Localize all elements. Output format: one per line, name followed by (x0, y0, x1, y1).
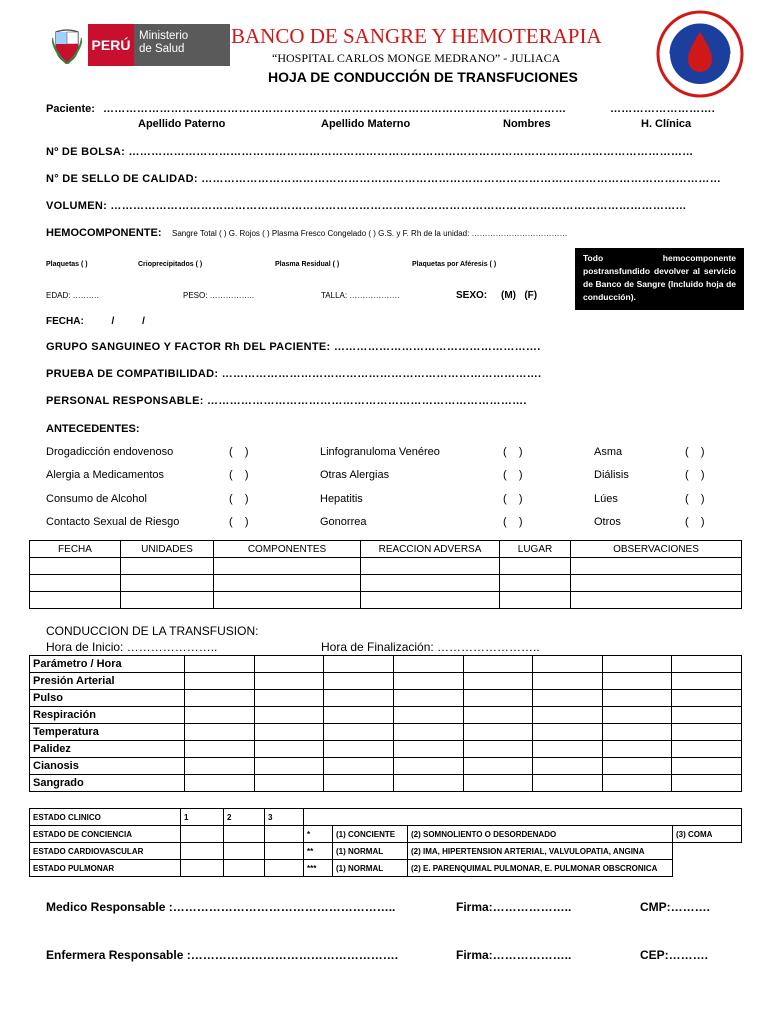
table-cell[interactable] (185, 690, 255, 707)
table-cell[interactable] (393, 690, 463, 707)
blood-bank-badge-icon (656, 10, 744, 98)
bag-number-field[interactable]: Nº DE BOLSA: …………………………………………………………………………………………………………………………………… (46, 146, 694, 158)
antecedent-item: Otras Alergias (320, 469, 390, 481)
table-row (30, 575, 742, 592)
row-label: Temperatura (30, 724, 185, 741)
table-cell[interactable] (571, 592, 742, 609)
table-cell[interactable] (602, 656, 672, 673)
table-cell[interactable] (30, 592, 121, 609)
antecedent-item: Otros (594, 516, 621, 528)
table-cell[interactable] (463, 741, 533, 758)
antecedent-checkbox[interactable]: ( ) (685, 516, 705, 528)
col-header: LUGAR (500, 541, 571, 558)
age-field[interactable]: EDAD: ………. (46, 291, 99, 300)
table-cell[interactable] (214, 575, 361, 592)
transfusion-history-table (29, 540, 742, 609)
table-cell[interactable] (254, 673, 324, 690)
col-header: OBSERVACIONES (571, 541, 742, 558)
row-label: Sangrado (30, 775, 185, 792)
doctor-signature-field[interactable]: Firma:……………….. (456, 900, 572, 914)
table-cell[interactable] (393, 656, 463, 673)
responsible-staff-field[interactable]: PERSONAL RESPONSABLE: …………………………………………………………………………. (46, 395, 527, 407)
antecedent-checkbox[interactable]: ( ) (503, 446, 523, 458)
table-cell[interactable] (185, 656, 255, 673)
state-option: (1) NORMAL (333, 843, 408, 860)
row-label: Cianosis (30, 758, 185, 775)
table-cell[interactable] (500, 575, 571, 592)
empty-cell (673, 843, 742, 860)
table-cell[interactable] (265, 826, 304, 843)
sub-label-paterno: Apellido Paterno (138, 118, 226, 130)
table-cell[interactable] (324, 673, 394, 690)
table-row (30, 690, 742, 707)
table-cell[interactable] (224, 860, 265, 877)
start-time-field[interactable]: Hora de Inicio: ………………….. (46, 640, 218, 654)
table-cell[interactable] (224, 843, 265, 860)
table-cell[interactable] (533, 690, 603, 707)
table-row (30, 826, 742, 843)
table-cell[interactable] (602, 741, 672, 758)
table-cell[interactable] (463, 673, 533, 690)
col-header: UNIDADES (121, 541, 214, 558)
table-cell[interactable] (185, 741, 255, 758)
table-cell[interactable] (254, 724, 324, 741)
table-cell[interactable] (571, 558, 742, 575)
table-row (30, 809, 742, 826)
bank-title: BANCO DE SANGRE Y HEMOTERAPIA (231, 24, 602, 48)
state-label: ESTADO PULMONAR (30, 860, 181, 877)
table-row (30, 724, 742, 741)
antecedent-item: Contacto Sexual de Riesgo (46, 516, 180, 528)
state-option: (2) E. PARENQUIMAL PULMONAR, E. PULMONAR OBSCRONICA (408, 860, 673, 877)
antecedent-checkbox[interactable]: ( ) (503, 469, 523, 481)
row-label: Respiración (30, 707, 185, 724)
weight-field[interactable]: PESO: …………….. (183, 291, 255, 300)
cmp-field[interactable]: CMP:………. (640, 900, 710, 914)
table-cell[interactable] (393, 707, 463, 724)
table-cell[interactable] (602, 724, 672, 741)
table-cell[interactable] (393, 775, 463, 792)
table-cell[interactable] (672, 707, 742, 724)
table-cell[interactable] (672, 724, 742, 741)
table-cell[interactable] (602, 758, 672, 775)
peru-coat-of-arms-icon (52, 28, 82, 64)
table-cell[interactable] (121, 575, 214, 592)
state-option: (1) NORMAL (333, 860, 408, 877)
table-cell[interactable] (361, 592, 500, 609)
table-cell[interactable] (181, 826, 224, 843)
table-cell[interactable] (185, 707, 255, 724)
table-cell[interactable] (672, 673, 742, 690)
table-cell[interactable] (463, 707, 533, 724)
table-cell[interactable] (500, 592, 571, 609)
antecedent-item: Drogadicción endovenoso (46, 446, 174, 458)
state-col-number: 1 (181, 809, 224, 826)
table-cell[interactable] (254, 775, 324, 792)
platelets-option[interactable]: Plaquetas ( ) (46, 261, 88, 268)
col-header: COMPONENTES (214, 541, 361, 558)
apheresis-platelets-option[interactable]: Plaquetas por Aféresis ( ) (412, 261, 497, 268)
nurse-signature-field[interactable]: Firma:……………….. (456, 948, 572, 962)
table-cell[interactable] (393, 724, 463, 741)
table-cell[interactable] (463, 656, 533, 673)
patient-label: Paciente: (46, 103, 95, 115)
vital-signs-table (29, 655, 742, 792)
antecedent-checkbox[interactable]: ( ) (229, 516, 249, 528)
table-row (30, 673, 742, 690)
table-cell[interactable] (214, 558, 361, 575)
table-cell[interactable] (500, 558, 571, 575)
antecedent-checkbox[interactable]: ( ) (229, 493, 249, 505)
table-cell[interactable] (30, 558, 121, 575)
row-label: Palidez (30, 741, 185, 758)
table-row (30, 707, 742, 724)
return-notice: Todo hemocomponente postransfundido devolver al servicio de Banco de Sangre (Incluido hoja de conducción). (575, 248, 744, 310)
state-option: (3) COMA (673, 826, 742, 843)
table-cell[interactable] (254, 656, 324, 673)
antecedent-checkbox[interactable]: ( ) (685, 469, 705, 481)
state-option: (1) CONCIENTE (333, 826, 408, 843)
sub-label-nombres: Nombres (503, 118, 551, 130)
table-cell[interactable] (181, 860, 224, 877)
sex-field[interactable]: SEXO: (M) (F) (456, 290, 538, 301)
antecedents-heading: ANTECEDENTES: (46, 423, 140, 435)
state-marker: *** (304, 860, 333, 877)
clinic-history-line[interactable]: ………………………. (610, 103, 716, 115)
state-label: ESTADO CARDIOVASCULAR (30, 843, 181, 860)
table-row (30, 860, 742, 877)
date-field[interactable]: FECHA: / / (46, 316, 145, 327)
table-cell[interactable] (571, 575, 742, 592)
blood-group-field[interactable]: GRUPO SANGUINEO Y FACTOR Rh DEL PACIENTE: ………………………………………………. (46, 341, 541, 353)
table-row (30, 843, 742, 860)
empty-cell (673, 860, 742, 877)
table-cell[interactable] (533, 724, 603, 741)
table-cell[interactable] (121, 558, 214, 575)
state-option: (2) IMA, HIPERTENSION ARTERIAL, VALVULOPATIA, ANGINA (408, 843, 673, 860)
state-option: (2) SOMNOLIENTO O DESORDENADO (408, 826, 673, 843)
table-cell[interactable] (393, 741, 463, 758)
antecedent-item: Gonorrea (320, 516, 367, 528)
table-row (30, 775, 742, 792)
table-cell[interactable] (393, 673, 463, 690)
state-label: ESTADO CLINICO (30, 809, 181, 826)
row-label: Parámetro / Hora (30, 656, 185, 673)
table-cell[interactable] (602, 707, 672, 724)
state-marker: ** (304, 843, 333, 860)
antecedent-item: Consumo de Alcohol (46, 493, 147, 505)
residual-plasma-option[interactable]: Plasma Residual ( ) (275, 261, 340, 268)
hemocomponent-options[interactable]: Sangre Total ( ) G. Rojos ( ) Plasma Fresco Congelado ( ) G.S. y F. Rh de la unidad: ……………………………… (172, 229, 568, 238)
sub-label-materno: Apellido Materno (321, 118, 411, 130)
height-field[interactable]: TALLA: ………………. (321, 291, 400, 300)
table-cell[interactable] (533, 656, 603, 673)
antecedent-item: Diálisis (594, 469, 629, 481)
table-cell[interactable] (463, 775, 533, 792)
table-cell[interactable] (533, 707, 603, 724)
table-cell[interactable] (254, 690, 324, 707)
table-cell[interactable] (533, 673, 603, 690)
hemocomponent-label: HEMOCOMPONENTE: (46, 227, 162, 239)
state-label: ESTADO DE CONCIENCIA (30, 826, 181, 843)
table-cell[interactable] (254, 758, 324, 775)
table-cell[interactable] (185, 775, 255, 792)
table-cell[interactable] (324, 741, 394, 758)
antecedent-item: Alergia a Medicamentos (46, 469, 165, 481)
hospital-name: “HOSPITAL CARLOS MONGE MEDRANO” - JULIACA (272, 51, 561, 65)
antecedent-checkbox[interactable]: ( ) (685, 446, 705, 458)
peru-logo: PERÚ (88, 24, 134, 66)
state-marker: * (304, 826, 333, 843)
table-cell[interactable] (224, 826, 265, 843)
table-cell[interactable] (265, 843, 304, 860)
table-cell[interactable] (254, 707, 324, 724)
table-row (30, 592, 742, 609)
table-cell[interactable] (672, 656, 742, 673)
table-cell[interactable] (181, 843, 224, 860)
col-header: FECHA (30, 541, 121, 558)
table-cell[interactable] (324, 724, 394, 741)
doctor-responsible-field[interactable]: Medico Responsable :……………………………………………….. (46, 900, 396, 914)
antecedent-item: Asma (594, 446, 623, 458)
table-cell[interactable] (185, 673, 255, 690)
transfusion-section-title: CONDUCCION DE LA TRANSFUSION: (46, 624, 259, 638)
table-cell[interactable] (324, 775, 394, 792)
table-cell[interactable] (463, 724, 533, 741)
state-col-number: 3 (265, 809, 304, 826)
clinical-state-table (29, 808, 742, 877)
table-cell[interactable] (324, 758, 394, 775)
sub-label-clinica: H. Clínica (641, 118, 692, 130)
compatibility-field[interactable]: PRUEBA DE COMPATIBILIDAD: …………………………………………………………………………. (46, 368, 542, 380)
table-cell[interactable] (533, 741, 603, 758)
table-cell[interactable] (324, 707, 394, 724)
antecedent-item: Lúes (594, 493, 618, 505)
ministry-logo: Ministerio de Salud (134, 24, 230, 66)
table-cell[interactable] (672, 775, 742, 792)
antecedent-checkbox[interactable]: ( ) (685, 493, 705, 505)
col-header: REACCION ADVERSA (361, 541, 500, 558)
table-cell[interactable] (185, 758, 255, 775)
antecedent-checkbox[interactable]: ( ) (229, 469, 249, 481)
end-time-field[interactable]: Hora de Finalización: …………………….. (321, 640, 540, 654)
table-cell[interactable] (533, 758, 603, 775)
table-cell[interactable] (185, 724, 255, 741)
table-cell[interactable] (463, 758, 533, 775)
table-row (30, 758, 742, 775)
table-cell[interactable] (463, 690, 533, 707)
table-cell[interactable] (265, 860, 304, 877)
table-cell[interactable] (361, 558, 500, 575)
table-cell[interactable] (214, 592, 361, 609)
antecedent-checkbox[interactable]: ( ) (503, 516, 523, 528)
cep-field[interactable]: CEP:………. (640, 948, 709, 962)
table-cell (304, 809, 742, 826)
patient-name-line[interactable]: …………………………………………………………………………………………………………… (103, 103, 567, 115)
table-cell[interactable] (361, 575, 500, 592)
table-cell[interactable] (672, 741, 742, 758)
table-cell[interactable] (602, 690, 672, 707)
table-cell[interactable] (672, 690, 742, 707)
table-cell[interactable] (672, 758, 742, 775)
row-label: Presión Arterial (30, 673, 185, 690)
sheet-title: HOJA DE CONDUCCIÓN DE TRANSFUCIONES (268, 69, 578, 85)
table-cell[interactable] (602, 673, 672, 690)
antecedent-checkbox[interactable]: ( ) (503, 493, 523, 505)
table-row (30, 558, 742, 575)
cryo-option[interactable]: Crioprecipitados ( ) (138, 261, 203, 268)
table-cell[interactable] (602, 775, 672, 792)
table-cell[interactable] (254, 741, 324, 758)
state-col-number: 2 (224, 809, 265, 826)
table-cell[interactable] (324, 656, 394, 673)
table-row (30, 656, 742, 673)
table-row (30, 741, 742, 758)
antecedent-checkbox[interactable]: ( ) (229, 446, 249, 458)
table-cell[interactable] (121, 592, 214, 609)
row-label: Pulso (30, 690, 185, 707)
quality-seal-field[interactable]: N° DE SELLO DE CALIDAD: ………………………………………………………………………………………………………………………… (46, 173, 722, 185)
table-cell[interactable] (324, 690, 394, 707)
volume-field[interactable]: VOLUMEN: ……………………………………………………………………………………………………………………………………… (46, 200, 687, 212)
antecedent-item: Hepatitis (320, 493, 363, 505)
table-cell[interactable] (533, 775, 603, 792)
antecedent-item: Linfogranuloma Venéreo (320, 446, 440, 458)
table-cell[interactable] (393, 758, 463, 775)
table-cell[interactable] (30, 575, 121, 592)
nurse-responsible-field[interactable]: Enfermera Responsable :……………………………………………. (46, 948, 399, 962)
